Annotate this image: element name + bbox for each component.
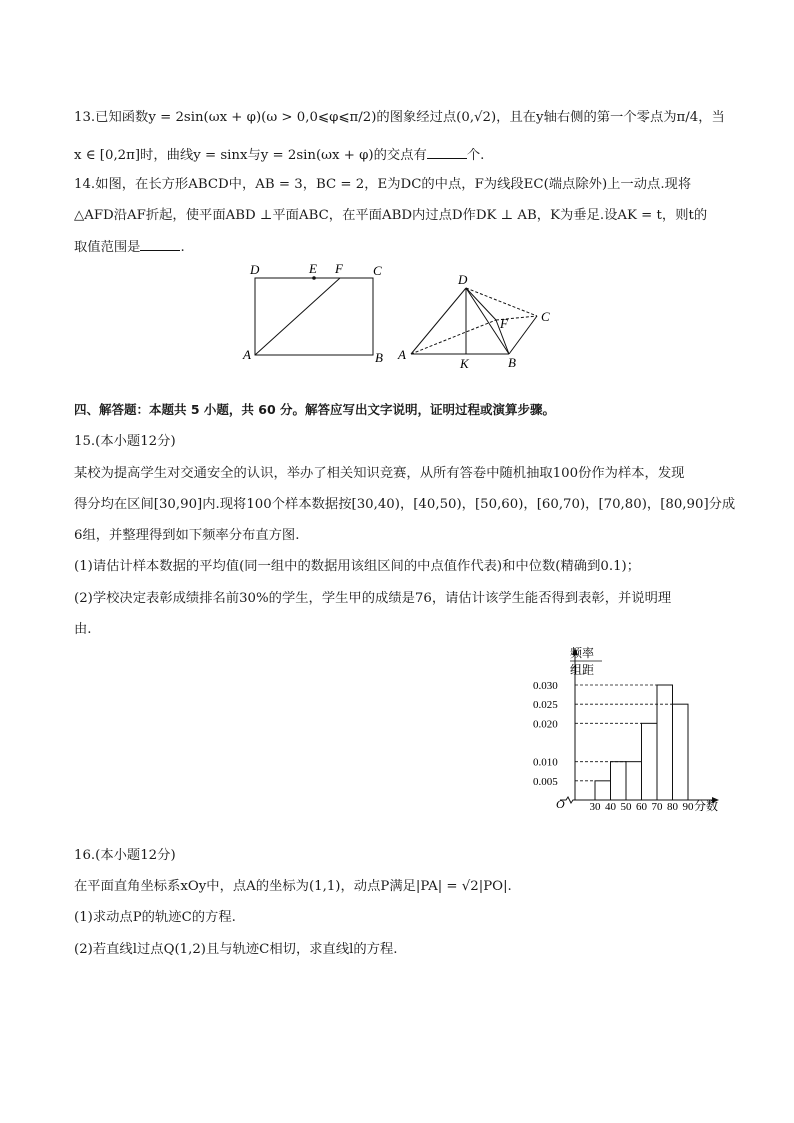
label-k: K <box>460 356 469 371</box>
q14-line3 <box>74 238 185 257</box>
q16-para-1: 在平面直角坐标系xOy中，点A的坐标为(1,1)，动点P满足|PA| = √2|PO|. <box>74 879 512 894</box>
pyramid-figure <box>396 270 566 375</box>
q13-line2 <box>74 146 484 165</box>
histogram-bars <box>595 685 688 800</box>
y-tick-label: 0.025 <box>533 699 558 712</box>
label-d: D <box>458 272 468 287</box>
x-tick-label: 60 <box>636 801 647 813</box>
segment-af <box>255 278 340 355</box>
edge-bc <box>509 316 537 354</box>
x-tick-label: 90 <box>682 801 694 813</box>
answer-blank <box>140 238 180 251</box>
edge-dc-hidden <box>466 288 537 316</box>
histogram-bar <box>611 762 627 800</box>
section-heading: 四、解答题：本题共 5 小题，共 60 分。解答应写出文字说明，证明过程或演算步骤。 <box>74 402 556 417</box>
q13-line2-end: 个. <box>466 148 485 163</box>
q15-para-4: (1)请估计样本数据的平均值(同一组中的数据用该组区间的中点值作代表)和中位数(精确到0.1)； <box>74 559 641 574</box>
x-tick-label: 40 <box>605 801 616 813</box>
label-f: F <box>500 316 508 331</box>
q13-line2-text: x ∈ [0,2π]时，曲线y = sinx与y = 2sin(ωx + φ)的交点有 <box>74 148 427 163</box>
q16-header: 16.(本小题12分) <box>74 848 176 863</box>
edge-af-hidden <box>411 320 496 354</box>
q14-line1: 14.如图，在长方形ABCD中，AB = 3，BC = 2，E为DC的中点，F为线段EC(端点除外)上一动点.现将 <box>74 177 692 192</box>
edge-da <box>411 288 466 354</box>
frequency-histogram <box>520 642 730 820</box>
q13-line1: 13.已知函数y = 2sin(ωx + φ)(ω > 0,0⩽φ⩽π/2)的图象经过点(0,√2)，且在y轴右侧的第一个零点为π/4，当 <box>74 110 725 125</box>
y-label-top: 频率 <box>570 646 595 660</box>
x-label: 分数 <box>694 799 719 813</box>
origin-label: O <box>556 797 565 811</box>
label-e: E <box>309 261 317 276</box>
histogram-bar <box>657 685 673 800</box>
x-tick-labels <box>590 801 695 813</box>
rectangle-figure <box>240 258 400 368</box>
label-d: D <box>250 262 260 277</box>
q15-header: 15.(本小题12分) <box>74 434 176 449</box>
point-e <box>312 276 316 280</box>
q14-line2: △AFD沿AF折起，使平面ABD ⊥平面ABC，在平面ABD内过点D作DK ⊥ AB，K为垂足.设AK = t，则t的 <box>74 208 708 223</box>
label-b: B <box>508 355 516 370</box>
x-tick-label: 70 <box>651 801 663 813</box>
histogram-bar <box>626 762 642 800</box>
label-a: A <box>398 347 406 362</box>
q14-line3-text: 取值范围是 <box>74 240 141 255</box>
label-f: F <box>335 261 343 276</box>
q14-line3-end: . <box>180 240 185 255</box>
histogram-bar <box>642 723 658 800</box>
y-tick-label: 0.005 <box>533 775 558 788</box>
x-tick-label: 50 <box>620 801 632 813</box>
x-tick-label: 80 <box>667 801 678 813</box>
label-c: C <box>541 309 550 324</box>
label-b: B <box>375 350 383 365</box>
q15-para-6: 由. <box>74 622 92 637</box>
rectangle-abcd <box>255 278 373 355</box>
edge-df <box>466 288 496 320</box>
answer-blank <box>427 146 467 159</box>
histogram-bar <box>673 704 689 800</box>
q15-para-5: (2)学校决定表彰成绩排名前30%的学生，学生甲的成绩是76，请估计该学生能否得到表彰，并说明理 <box>74 591 672 606</box>
y-tick-label: 0.010 <box>533 756 558 769</box>
q15-para-2: 得分均在区间[30,90]内.现将100个样本数据按[30,40)，[40,50)，[50,60)，[60,70)，[70,80)，[80,90]分成 <box>74 497 736 512</box>
y-tick-label: 0.020 <box>533 718 558 731</box>
histogram-guides <box>575 685 673 781</box>
x-tick-label: 30 <box>589 801 601 813</box>
y-label-bottom: 组距 <box>570 663 595 677</box>
label-c: C <box>373 263 382 278</box>
histogram-bar <box>595 781 611 800</box>
q16-para-3: (2)若直线l过点Q(1,2)且与轨迹C相切，求直线l的方程. <box>74 942 398 957</box>
q15-para-3: 6组，并整理得到如下频率分布直方图. <box>74 528 300 543</box>
label-a: A <box>243 347 251 362</box>
y-tick-labels <box>533 680 558 788</box>
y-tick-label: 0.030 <box>533 680 558 692</box>
q16-para-2: (1)求动点P的轨迹C的方程. <box>74 910 236 925</box>
q15-para-1: 某校为提高学生对交通安全的认识，举办了相关知识竞赛，从所有答卷中随机抽取100份作为样本，发现 <box>74 466 685 481</box>
